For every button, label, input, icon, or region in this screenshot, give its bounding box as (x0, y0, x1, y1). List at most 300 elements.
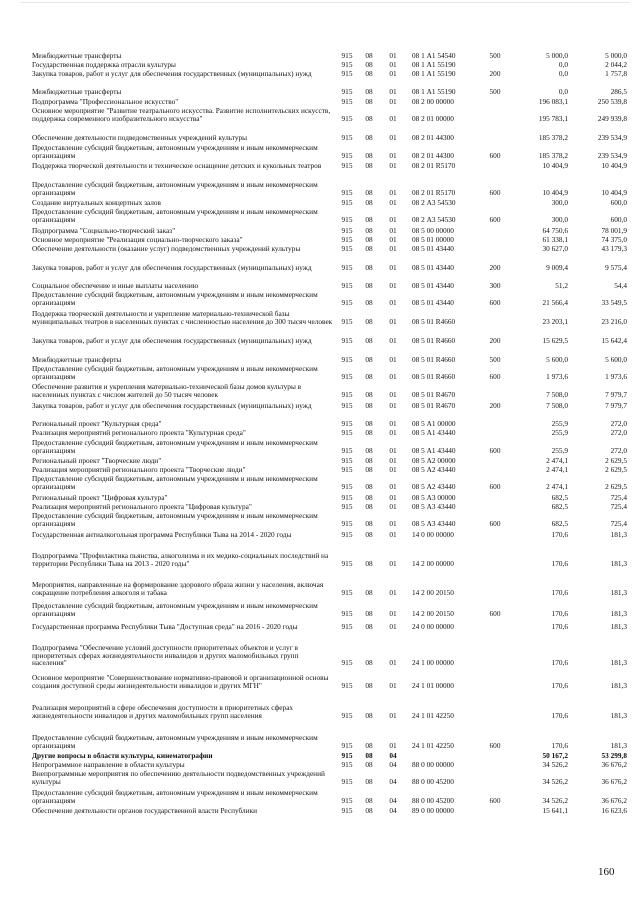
amount-year-1: 195 783,1 (538, 113, 568, 123)
row-name: Региональный проект "Культурная среда" (32, 419, 162, 428)
amount-year-2: 600,0 (610, 214, 627, 224)
target-article-code: 08 5 01 R4660 (412, 355, 456, 364)
row-name: Предоставление субсидий бюджетным, автономным учреждениям и иным некоммерческим организациям (32, 207, 318, 224)
subsection-code: 04 (389, 795, 397, 805)
row-name: Реализация мероприятий регионального проекта "Цифровая культура" (32, 502, 252, 511)
amount-year-2: 23 216,0 (601, 316, 627, 326)
target-article-code: 08 2 01 44300 (412, 133, 454, 142)
section-code: 08 (365, 456, 373, 465)
target-article-code: 08 2 01 00000 (412, 113, 454, 123)
amount-year-2: 181,3 (610, 710, 627, 720)
target-article-code: 24 1 01 42250 (412, 740, 454, 750)
row-name: Реализация мероприятий в сфере обеспечения доступности в приоритетных сферах жизнедеятельности инвалидов и других маломобильных групп населения (32, 703, 294, 720)
amount-year-2: 1 757,8 (605, 69, 627, 78)
subsection-code: 01 (389, 355, 397, 364)
row-name: Подпрограмма "Социально-творческий заказ" (32, 226, 176, 235)
amount-year-1: 7 508,0 (546, 389, 568, 399)
expense-type-code: 600 (489, 371, 501, 381)
section-code: 08 (365, 133, 373, 142)
target-article-code: 08 5 01 43440 (412, 297, 454, 307)
expense-type-code: 600 (489, 481, 501, 491)
section-code: 08 (365, 493, 373, 502)
row-name: Реализация мероприятий регионального проекта "Культурная среда" (32, 428, 246, 437)
subsection-code: 01 (389, 226, 397, 235)
subsection-code: 01 (389, 622, 397, 631)
row-name: Внепрограммные мероприятия по обеспечению деятельности подведомственных учреждений культуры (32, 769, 325, 786)
target-article-code: 08 5 А1 43440 (412, 428, 456, 437)
amount-year-1: 5 000,0 (546, 51, 568, 60)
section-code: 08 (365, 60, 373, 69)
amount-year-2: 43 179,3 (601, 244, 627, 253)
expense-type-code: 600 (489, 187, 501, 197)
grbs-code: 915 (341, 281, 353, 290)
section-code: 08 (365, 263, 373, 272)
grbs-code: 915 (341, 51, 353, 60)
grbs-code: 915 (341, 69, 353, 78)
target-article-code: 08 5 01 R4660 (412, 371, 456, 381)
target-article-code: 88 0 00 45200 (412, 795, 454, 805)
grbs-code: 915 (341, 226, 353, 235)
subsection-code: 01 (389, 558, 397, 568)
row-name: Региональный проект "Творческие люди" (32, 456, 162, 465)
section-code: 08 (365, 187, 373, 197)
subsection-code: 01 (389, 187, 397, 197)
section-code: 08 (365, 316, 373, 326)
subsection-code: 01 (389, 740, 397, 750)
page-number: 160 (598, 866, 615, 878)
section-code: 08 (365, 776, 373, 786)
target-article-code: 08 5 01 R4660 (412, 316, 456, 326)
target-article-code: 14 0 00 00000 (412, 530, 454, 539)
grbs-code: 915 (341, 740, 353, 750)
amount-year-2: 250 539,8 (597, 97, 627, 106)
row-name: Предоставление субсидий бюджетным, автономным учреждениям и иным некоммерческим организациям (32, 290, 318, 307)
grbs-code: 915 (341, 622, 353, 631)
amount-year-1: 0,0 (558, 69, 568, 78)
grbs-code: 915 (341, 493, 353, 502)
grbs-code: 915 (341, 465, 353, 474)
row-name: Предоставление субсидий бюджетным, автономным учреждениям и иным некоммерческим организациям (32, 788, 318, 805)
grbs-code: 915 (341, 608, 353, 618)
section-code: 08 (365, 69, 373, 78)
section-code: 08 (365, 806, 373, 815)
section-code: 08 (365, 214, 373, 224)
subsection-code: 01 (389, 680, 397, 690)
top-edge-line (20, 2, 630, 3)
expense-type-code: 600 (489, 150, 501, 160)
row-name: Предоставление субсидий бюджетным, автономным учреждениям и иным некоммерческим организациям (32, 601, 318, 618)
amount-year-1: 170,6 (551, 710, 568, 720)
target-article-code: 08 5 01 R4670 (412, 401, 456, 410)
section-code: 08 (365, 445, 373, 455)
grbs-code: 915 (341, 587, 353, 597)
subsection-code: 01 (389, 281, 397, 290)
amount-year-2: 2 044,2 (605, 60, 627, 69)
amount-year-2: 725,4 (610, 518, 627, 528)
row-name: Закупка товаров, работ и услуг для обеспечения государственных (муниципальных) нужд (32, 336, 312, 345)
subsection-code: 01 (389, 69, 397, 78)
target-article-code: 08 5 01 43440 (412, 244, 454, 253)
subsection-code: 01 (389, 198, 397, 207)
amount-year-1: 15 629,5 (542, 336, 568, 345)
amount-year-1: 64 750,6 (542, 226, 568, 235)
subsection-code: 04 (389, 751, 397, 760)
grbs-code: 915 (341, 760, 353, 769)
amount-year-2: 74 375,0 (601, 235, 627, 244)
section-code: 08 (365, 518, 373, 528)
row-name: Предоставление субсидий бюджетным, автономным учреждениям и иным некоммерческим организациям (32, 143, 318, 160)
grbs-code: 915 (341, 97, 353, 106)
amount-year-2: 10 404,9 (601, 161, 627, 170)
amount-year-1: 185 378,2 (538, 150, 568, 160)
row-name: Непрограммное направление в области культуры (32, 760, 185, 769)
amount-year-2: 9 575,4 (605, 263, 627, 272)
row-name: Подпрограмма "Профилактика пьянства, алкоголизма и их медико-социальных последствий на территории Республики Тыва на 2013 - 2020 годы" (32, 551, 329, 568)
section-code: 08 (365, 113, 373, 123)
subsection-code: 01 (389, 419, 397, 428)
expense-type-code: 600 (489, 445, 501, 455)
amount-year-2: 725,4 (610, 493, 627, 502)
section-code: 08 (365, 51, 373, 60)
grbs-code: 915 (341, 530, 353, 539)
row-name: Поддержка творческой деятельности и укрепление материально-технической базы муниципальных театров в населенных пунктах с численностью населения до 300 тысяч человек (32, 309, 333, 326)
section-code: 08 (365, 795, 373, 805)
subsection-code: 01 (389, 336, 397, 345)
target-article-code: 08 1 А1 55190 (412, 69, 456, 78)
expense-type-code: 600 (489, 518, 501, 528)
subsection-code: 01 (389, 428, 397, 437)
amount-year-1: 682,5 (551, 493, 568, 502)
grbs-code: 915 (341, 710, 353, 720)
subsection-code: 04 (389, 806, 397, 815)
target-article-code: 08 5 А3 43440 (412, 518, 456, 528)
row-name: Обеспечение развития и укрепления материально-технической базы домов культуры в населенных пунктах с числом жителей до 50 тысяч человек (32, 382, 302, 399)
subsection-code: 01 (389, 389, 397, 399)
section-code: 08 (365, 401, 373, 410)
target-article-code: 08 1 А1 55190 (412, 87, 456, 96)
amount-year-1: 170,6 (551, 530, 568, 539)
amount-year-2: 2 629,5 (605, 465, 627, 474)
target-article-code: 08 2 00 00000 (412, 97, 454, 106)
amount-year-1: 61 338,1 (542, 235, 568, 244)
expense-type-code: 300 (489, 281, 501, 290)
expense-type-code: 600 (489, 740, 501, 750)
target-article-code: 88 0 00 45200 (412, 776, 454, 786)
amount-year-2: 16 623,6 (601, 806, 627, 815)
grbs-code: 915 (341, 113, 353, 123)
section-code: 08 (365, 481, 373, 491)
amount-year-1: 300,0 (551, 214, 568, 224)
amount-year-1: 170,6 (551, 658, 568, 668)
subsection-code: 01 (389, 214, 397, 224)
grbs-code: 915 (341, 187, 353, 197)
amount-year-1: 30 627,0 (542, 244, 568, 253)
amount-year-1: 34 526,2 (542, 795, 568, 805)
subsection-code: 01 (389, 456, 397, 465)
row-name: Предоставление субсидий бюджетным, автономным учреждениям и иным некоммерческим организациям (32, 180, 318, 197)
target-article-code: 08 2 01 R5170 (412, 187, 456, 197)
amount-year-1: 2 474,1 (546, 465, 568, 474)
section-code: 08 (365, 530, 373, 539)
subsection-code: 01 (389, 371, 397, 381)
amount-year-2: 181,3 (610, 740, 627, 750)
amount-year-1: 7 508,0 (546, 401, 568, 410)
target-article-code: 88 0 00 00000 (412, 760, 454, 769)
amount-year-1: 170,6 (551, 622, 568, 631)
section-code: 08 (365, 760, 373, 769)
amount-year-1: 170,6 (551, 680, 568, 690)
amount-year-1: 255,9 (551, 428, 568, 437)
amount-year-1: 0,0 (558, 87, 568, 96)
section-code: 08 (365, 371, 373, 381)
grbs-code: 915 (341, 680, 353, 690)
expense-type-code: 600 (489, 795, 501, 805)
subsection-code: 04 (389, 760, 397, 769)
grbs-code: 915 (341, 419, 353, 428)
target-article-code: 08 5 01 R4660 (412, 336, 456, 345)
target-article-code: 08 5 А2 43440 (412, 465, 456, 474)
section-code: 08 (365, 389, 373, 399)
amount-year-2: 272,0 (610, 419, 627, 428)
target-article-code: 08 5 01 43440 (412, 281, 454, 290)
subsection-code: 01 (389, 244, 397, 253)
amount-year-2: 239 534,9 (597, 133, 627, 142)
amount-year-2: 1 973,6 (605, 371, 627, 381)
row-name: Межбюджетные трансферты (32, 87, 122, 96)
amount-year-1: 170,6 (551, 558, 568, 568)
amount-year-2: 5 600,0 (605, 355, 627, 364)
amount-year-1: 9 009,4 (546, 263, 568, 272)
amount-year-1: 1 973,6 (546, 371, 568, 381)
grbs-code: 915 (341, 389, 353, 399)
section-code: 08 (365, 680, 373, 690)
amount-year-2: 10 404,9 (601, 187, 627, 197)
row-name: Предоставление субсидий бюджетным, автономным учреждениям и иным некоммерческим организациям (32, 438, 318, 455)
amount-year-1: 10 404,9 (542, 187, 568, 197)
target-article-code: 24 0 00 00000 (412, 622, 454, 631)
section-code: 08 (365, 198, 373, 207)
row-name: Основное мероприятие "Совершенствование нормативно-правовой и организационной основы создания доступной среды жизнедеятельности инвалидов и других МГН" (32, 673, 329, 690)
row-name: Реализация мероприятий регионального проекта "Творческие люди" (32, 465, 246, 474)
row-name: Мероприятия, направленные на формирование здорового образа жизни у населения, включая сокращение потребления алкоголя и табака (32, 580, 324, 597)
row-name: Предоставление субсидий бюджетным, автономным учреждениям и иным некоммерческим организациям (32, 511, 318, 528)
amount-year-1: 0,0 (558, 60, 568, 69)
subsection-code: 01 (389, 150, 397, 160)
section-code: 08 (365, 244, 373, 253)
grbs-code: 915 (341, 502, 353, 511)
row-name: Предоставление субсидий бюджетным, автономным учреждениям и иным некоммерческим организациям (32, 364, 318, 381)
row-name: Подпрограмма "Обеспечение условий доступности приоритетных объектов и услуг в приоритетных сферах жизнедеятельности инвалидов и других маломобильных групп населения" (32, 643, 299, 668)
amount-year-2: 53 299,8 (601, 751, 627, 760)
amount-year-2: 181,3 (610, 622, 627, 631)
target-article-code: 08 5 А3 43440 (412, 502, 456, 511)
amount-year-2: 181,3 (610, 680, 627, 690)
target-article-code: 08 5 А1 43440 (412, 445, 456, 455)
amount-year-1: 170,6 (551, 608, 568, 618)
section-code: 08 (365, 150, 373, 160)
section-code: 08 (365, 465, 373, 474)
amount-year-1: 170,6 (551, 587, 568, 597)
row-name: Обеспечение деятельности (оказание услуг) подведомственных учреждений культуры (32, 244, 301, 253)
grbs-code: 915 (341, 133, 353, 142)
subsection-code: 01 (389, 263, 397, 272)
subsection-code: 01 (389, 608, 397, 618)
section-code: 08 (365, 419, 373, 428)
row-name: Социальное обеспечение и иные выплаты населению (32, 281, 199, 290)
amount-year-1: 682,5 (551, 502, 568, 511)
row-name: Обеспечение деятельности подведомственных учреждений культуры (32, 133, 248, 142)
subsection-code: 01 (389, 587, 397, 597)
subsection-code: 01 (389, 445, 397, 455)
amount-year-1: 34 526,2 (542, 776, 568, 786)
amount-year-1: 196 083,1 (538, 97, 568, 106)
expense-type-code: 600 (489, 608, 501, 618)
subsection-code: 01 (389, 51, 397, 60)
expense-type-code: 200 (489, 263, 501, 272)
expense-type-code: 200 (489, 69, 501, 78)
target-article-code: 08 5 А2 43440 (412, 481, 456, 491)
amount-year-1: 682,5 (551, 518, 568, 528)
expense-type-code: 600 (489, 214, 501, 224)
grbs-code: 915 (341, 658, 353, 668)
section-code: 08 (365, 161, 373, 170)
amount-year-1: 2 474,1 (546, 481, 568, 491)
row-name: Обеспечение деятельности органов государственной власти Республики (32, 806, 258, 815)
grbs-code: 915 (341, 518, 353, 528)
target-article-code: 08 1 А1 54540 (412, 51, 456, 60)
target-article-code: 08 5 А1 00000 (412, 419, 456, 428)
section-code: 08 (365, 502, 373, 511)
grbs-code: 915 (341, 806, 353, 815)
section-code: 08 (365, 558, 373, 568)
grbs-code: 915 (341, 558, 353, 568)
amount-year-2: 249 939,8 (597, 113, 627, 123)
amount-year-1: 50 167,2 (542, 751, 568, 760)
row-name: Подпрограмма "Профессиональное искусство" (32, 97, 179, 106)
subsection-code: 04 (389, 776, 397, 786)
subsection-code: 01 (389, 465, 397, 474)
grbs-code: 915 (341, 244, 353, 253)
amount-year-1: 21 566,4 (542, 297, 568, 307)
amount-year-2: 181,3 (610, 658, 627, 668)
grbs-code: 915 (341, 150, 353, 160)
row-name: Предоставление субсидий бюджетным, автономным учреждениям и иным некоммерческим организациям (32, 474, 318, 491)
target-article-code: 14 2 00 00000 (412, 558, 454, 568)
amount-year-2: 36 676,2 (601, 776, 627, 786)
grbs-code: 915 (341, 355, 353, 364)
amount-year-1: 185 378,2 (538, 133, 568, 142)
amount-year-1: 300,0 (551, 198, 568, 207)
section-code: 08 (365, 428, 373, 437)
section-code: 08 (365, 740, 373, 750)
subsection-code: 01 (389, 161, 397, 170)
grbs-code: 915 (341, 371, 353, 381)
row-name: Закупка товаров, работ и услуг для обеспечения государственных (муниципальных) нужд (32, 401, 312, 410)
grbs-code: 915 (341, 776, 353, 786)
section-code: 08 (365, 336, 373, 345)
target-article-code: 08 5 А3 00000 (412, 493, 456, 502)
subsection-code: 01 (389, 493, 397, 502)
amount-year-2: 272,0 (610, 445, 627, 455)
amount-year-1: 170,6 (551, 740, 568, 750)
amount-year-2: 725,4 (610, 502, 627, 511)
target-article-code: 08 2 А3 54530 (412, 198, 456, 207)
row-name: Основное мероприятие "Реализация социально-творческого заказа" (32, 235, 243, 244)
amount-year-2: 15 642,4 (601, 336, 627, 345)
grbs-code: 915 (341, 428, 353, 437)
subsection-code: 01 (389, 518, 397, 528)
subsection-code: 01 (389, 235, 397, 244)
amount-year-2: 36 676,2 (601, 760, 627, 769)
grbs-code: 915 (341, 235, 353, 244)
grbs-code: 915 (341, 161, 353, 170)
target-article-code: 24 1 01 00000 (412, 680, 454, 690)
row-name: Поддержка творческой деятельности и техническое оснащение детских и кукольных театров (32, 161, 322, 170)
row-name: Основное мероприятие "Развитие театрального искусства. Развитие исполнительских искусств, поддержка современного изобразительного искусства" (32, 106, 331, 123)
row-name: Региональный проект "Цифровая культура" (32, 493, 168, 502)
amount-year-1: 10 404,9 (542, 161, 568, 170)
amount-year-2: 286,5 (610, 87, 627, 96)
target-article-code: 24 1 00 00000 (412, 658, 454, 668)
target-article-code: 08 5 А2 00000 (412, 456, 456, 465)
expense-type-code: 500 (489, 51, 501, 60)
amount-year-1: 255,9 (551, 445, 568, 455)
target-article-code: 08 5 01 43440 (412, 263, 454, 272)
row-name: Предоставление субсидий бюджетным, автономным учреждениям и иным некоммерческим организациям (32, 733, 318, 750)
section-code: 08 (365, 622, 373, 631)
grbs-code: 915 (341, 481, 353, 491)
section-code: 08 (365, 235, 373, 244)
amount-year-1: 23 203,1 (542, 316, 568, 326)
subsection-code: 01 (389, 710, 397, 720)
subsection-code: 01 (389, 297, 397, 307)
expense-type-code: 500 (489, 87, 501, 96)
amount-year-2: 600,0 (610, 198, 627, 207)
grbs-code: 915 (341, 336, 353, 345)
amount-year-2: 181,3 (610, 530, 627, 539)
row-name: Закупка товаров, работ и услуг для обеспечения государственных (муниципальных) нужд (32, 263, 312, 272)
amount-year-2: 181,3 (610, 558, 627, 568)
amount-year-2: 181,3 (610, 608, 627, 618)
target-article-code: 08 5 00 00000 (412, 226, 454, 235)
amount-year-2: 36 676,2 (601, 795, 627, 805)
target-article-code: 08 2 01 R5170 (412, 161, 456, 170)
amount-year-2: 2 629,5 (605, 481, 627, 491)
amount-year-2: 54,4 (614, 281, 627, 290)
target-article-code: 08 1 А1 55190 (412, 60, 456, 69)
grbs-code: 915 (341, 751, 353, 760)
amount-year-2: 7 979,7 (605, 389, 627, 399)
target-article-code: 14 2 00 20150 (412, 587, 454, 597)
section-code: 08 (365, 751, 373, 760)
subsection-code: 01 (389, 316, 397, 326)
amount-year-1: 255,9 (551, 419, 568, 428)
amount-year-2: 239 534,9 (597, 150, 627, 160)
expense-type-code: 200 (489, 401, 501, 410)
subsection-code: 01 (389, 97, 397, 106)
grbs-code: 915 (341, 456, 353, 465)
grbs-code: 915 (341, 263, 353, 272)
target-article-code: 89 0 00 00000 (412, 806, 454, 815)
expense-type-code: 500 (489, 355, 501, 364)
amount-year-1: 51,2 (555, 281, 568, 290)
section-code: 08 (365, 97, 373, 106)
grbs-code: 915 (341, 60, 353, 69)
subsection-code: 01 (389, 530, 397, 539)
row-name: Межбюджетные трансферты (32, 355, 122, 364)
section-code: 08 (365, 226, 373, 235)
target-article-code: 24 1 01 42250 (412, 710, 454, 720)
